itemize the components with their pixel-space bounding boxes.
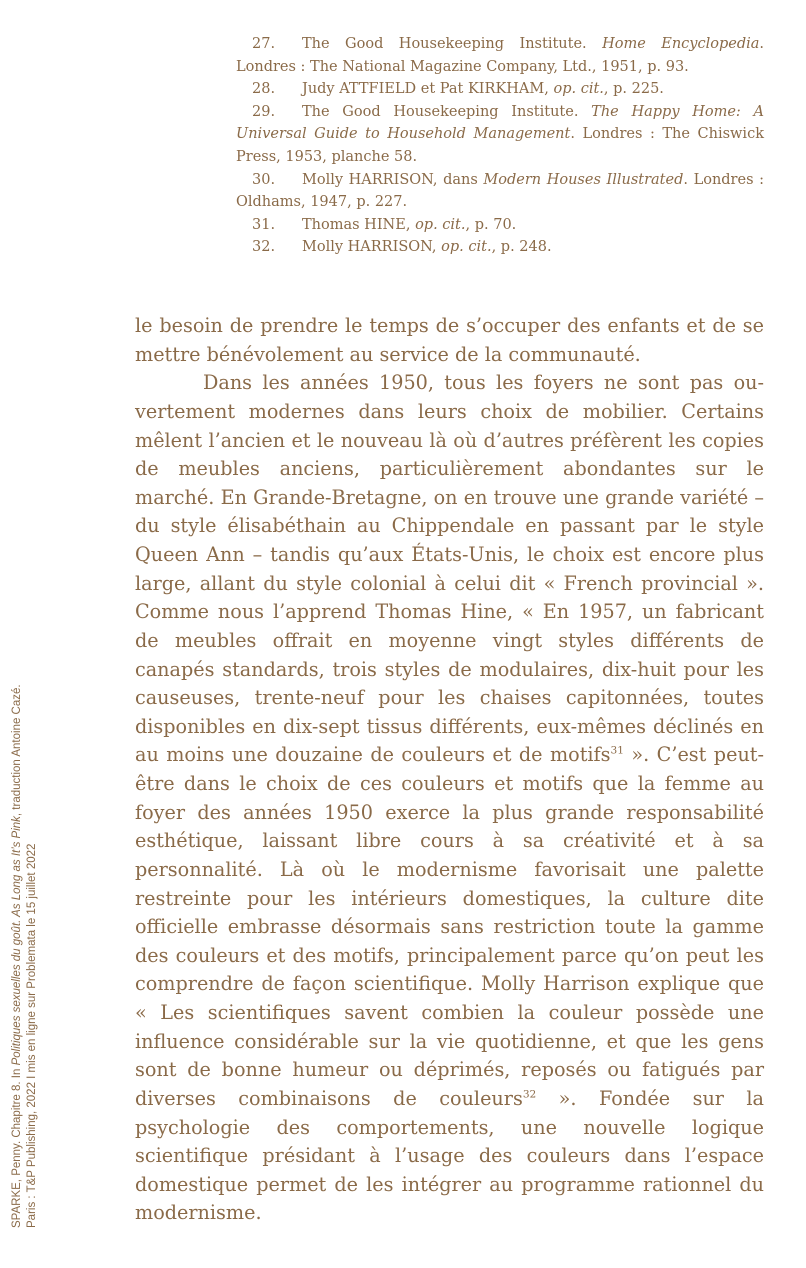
citation-line-1: SPARKE, Penny. Chapitre 8. In Politiques sexuelles du goût. As Long as It’s Pink, traduction Antoine Cazé. <box>11 684 23 1228</box>
footnote-31: 31. Thomas HINE, op. cit., p. 70. <box>236 214 764 237</box>
footnote-number: 29. <box>252 103 276 120</box>
paragraph-continuation: le besoin de prendre le temps de s’occuper des enfants et de se mettre bénévolement au service de la communauté. <box>135 314 764 366</box>
footnote-number: 30. <box>252 171 276 188</box>
footnote-title: op. cit. <box>441 239 492 256</box>
citation-sidebar <box>10 684 40 1228</box>
body-text <box>135 312 764 1228</box>
footnote-28: 28. Judy ATTFIELD et Pat KIRKHAM, op. cit., p. 225. <box>236 78 764 101</box>
paragraph-main: Dans les années 1950, tous les foyers ne sont pas ouvertement modernes dans leurs choix de mobilier. Certains mêlent l’ancien et le nouveau là où d’autres préfèrent les copies de meubles anciens, particulièrement abondantes sur le marché. En Grande-Bretagne, on en trouve une grande variété – du style élisabéthain au Chippendale en passant par le style Queen Ann – tandis qu’aux États-Unis, le choix est encore plus large, allant du style colonial à celui dit « French provincial ». Comme nous l’apprend Thomas Hine, « En 1957, un fabricant de meubles offrait en moyenne vingt styles différents de canapés standards, trois styles de modulaires, dix-huit pour les causeuses, trente-neuf pour les chaises capitonnées, toutes disponibles en dix-sept tissus différents, eux-mêmes déclinés en au moins une douzaine de couleurs et de motifs$^{31}$ ». C’est peut-être dans le choix de ces couleurs et motifs que la femme au foyer des années 1950 exerce la plus grande responsabilité esthétique, laissant libre cours à sa créativité et à sa personnalité. Là où le modernisme favorisait une palette restreinte pour les intérieurs domestiques, la culture dite officielle embrasse désormais sans restriction toute la gamme des couleurs et des motifs, principalement parce qu’on peut les comprendre de façon scientifique. Molly Harrison explique que « Les scientifiques savent combien la couleur possède une influence considérable sur la vie quotidienne, et que les gens sont de bonne humeur ou déprimés, reposés ou fatigués par diverses combinaisons de couleurs$^{32}$ ». Fondée sur la psychologie des comportements, une nouvelle logique scientifique présidant à l’usage des couleurs dans l’espace domestique permet de les intégrer au programme rationnel du modernisme. <box>135 371 764 1225</box>
footnote-ref-31[interactable]: 31 <box>610 744 624 757</box>
footnote-number: 32. <box>252 239 276 256</box>
footnotes <box>236 33 764 259</box>
footnote-29: 29. The Good Housekeeping Institute. The Happy Home: A Universal Guide to Household Management. Londres : The Chiswick Press, 1953, planche 58. <box>236 101 764 169</box>
footnote-title: The Happy Home: A Universal Guide to Household Management <box>236 103 764 143</box>
footnote-27: 27. The Good Housekeeping Institute. Home Encyclopedia. Londres : The National Magazine Company, Ltd., 1951, p. 93. <box>236 33 764 78</box>
footnote-number: 31. <box>252 216 276 233</box>
footnote-32: 32. Molly HARRISON, op. cit., p. 248. <box>236 236 764 259</box>
footnote-title: Modern Houses Illustrated <box>483 171 684 188</box>
footnote-title: Home Encyclopedia <box>602 36 760 52</box>
footnote-number: 28. <box>252 81 276 98</box>
citation-line-2: Paris : T&P Publishing, 2022 I mis en ligne sur Problemata le 15 juillet 2022 <box>26 843 38 1228</box>
footnote-ref-32[interactable]: 32 <box>522 1088 537 1101</box>
footnote-number: 27. <box>252 36 276 52</box>
footnote-30: 30. Molly HARRISON, dans Modern Houses Illustrated. Londres : Oldhams, 1947, p. 227. <box>236 169 764 214</box>
footnote-title: op. cit. <box>415 216 466 233</box>
footnote-title: op. cit. <box>553 81 604 98</box>
